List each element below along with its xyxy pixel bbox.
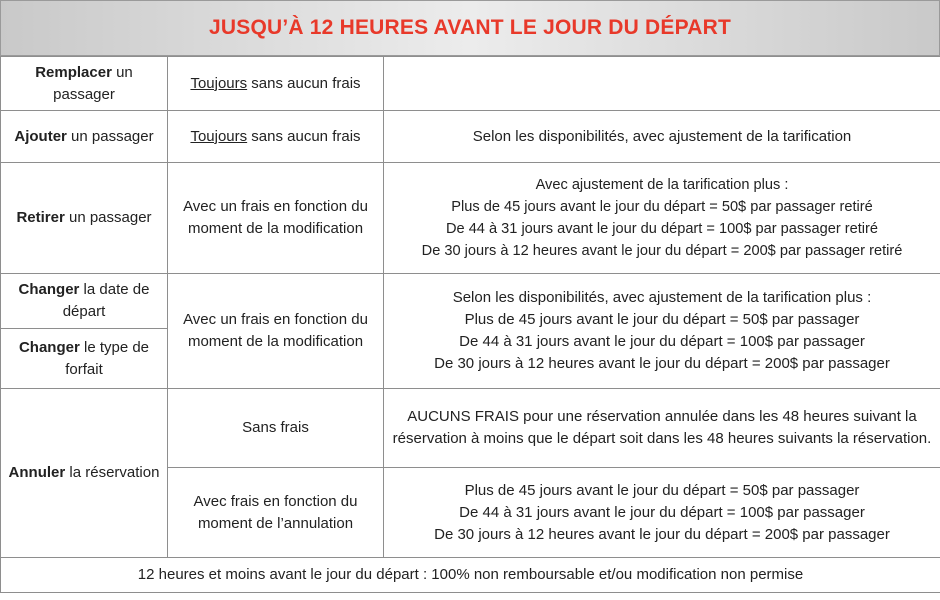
table-row-change-date <box>1 274 940 329</box>
details-line: Plus de 45 jours avant le jour du départ = 50$ par passager <box>464 481 860 499</box>
fee-cell-remove: Avec un frais en fonction du moment de la modification <box>168 163 384 274</box>
table-row-add <box>1 111 940 163</box>
action-verb: Ajouter <box>14 127 67 145</box>
details-cell-remove <box>384 163 940 274</box>
action-cell-replace <box>1 57 168 111</box>
fee-cell-cancel-paid: Avec frais en fonction du moment de l’annulation <box>168 468 384 558</box>
details-line: Plus de 45 jours avant le jour du départ = 50$ par passager <box>464 311 860 328</box>
fee-emphasis: Toujours <box>190 74 248 92</box>
fee-cell-change: Avec un frais en fonction du moment de la modification <box>168 274 384 389</box>
details-line: De 44 à 31 jours avant le jour du départ = 100$ par passager <box>459 503 865 521</box>
details-line: De 44 à 31 jours avant le jour du départ = 100$ par passager <box>459 333 865 350</box>
details-line: Plus de 45 jours avant le jour du départ = 50$ par passager retiré <box>451 199 873 215</box>
fee-rest: sans aucun frais <box>247 74 361 92</box>
table-row-footer <box>1 558 940 593</box>
table-title: JUSQU’À 12 HEURES AVANT LE JOUR DU DÉPART <box>0 0 940 56</box>
action-rest: un passager <box>66 127 154 145</box>
policy-table <box>0 56 940 593</box>
details-line: De 30 jours à 12 heures avant le jour du départ = 200$ par passager <box>434 525 890 543</box>
action-verb: Changer <box>18 281 80 298</box>
action-rest: un passager <box>64 209 152 226</box>
fee-cell-cancel-free: Sans frais <box>168 389 384 468</box>
action-cell-remove <box>1 163 168 274</box>
table-row-cancel-free <box>1 389 940 468</box>
action-rest: un passager <box>53 63 133 103</box>
details-cell-change <box>384 274 940 389</box>
details-line: Avec ajustement de la tarification plus : <box>535 177 789 193</box>
details-line: Selon les disponibilités, avec ajustement de la tarification plus : <box>452 289 872 306</box>
details-cell-replace <box>384 57 940 111</box>
details-line: De 44 à 31 jours avant le jour du départ = 100$ par passager retiré <box>445 221 878 237</box>
action-cell-change-date <box>1 274 168 329</box>
table-row-replace <box>1 57 940 111</box>
fee-cell-replace <box>168 57 384 111</box>
action-cell-change-type <box>1 329 168 389</box>
fee-cell-add <box>168 111 384 163</box>
action-cell-cancel <box>1 389 168 558</box>
action-cell-add <box>1 111 168 163</box>
action-verb: Retirer <box>16 209 65 226</box>
action-rest: la réservation <box>65 464 160 481</box>
action-verb: Remplacer <box>35 63 112 81</box>
fee-rest: sans aucun frais <box>247 127 361 145</box>
action-rest: la date de départ <box>62 281 150 320</box>
action-verb: Annuler <box>8 464 66 481</box>
fee-emphasis: Toujours <box>190 127 248 145</box>
details-cell-cancel-paid <box>384 468 940 558</box>
action-verb: Changer <box>18 338 80 356</box>
details-line: De 30 jours à 12 heures avant le jour du départ = 200$ par passager <box>434 355 890 372</box>
details-line: De 30 jours à 12 heures avant le jour du départ = 200$ par passager retiré <box>421 243 903 259</box>
details-cell-cancel-free: AUCUNS FRAIS pour une réservation annulée dans les 48 heures suivant la réservation à moins que le départ soit dans les 48 heures suivants la réservation. <box>384 389 940 468</box>
table-row-remove <box>1 163 940 274</box>
action-rest: le type de forfait <box>65 338 150 378</box>
footer-note: 12 heures et moins avant le jour du départ : 100% non remboursable et/ou modification non permise <box>1 558 940 593</box>
details-cell-add: Selon les disponibilités, avec ajustement de la tarification <box>384 111 940 163</box>
